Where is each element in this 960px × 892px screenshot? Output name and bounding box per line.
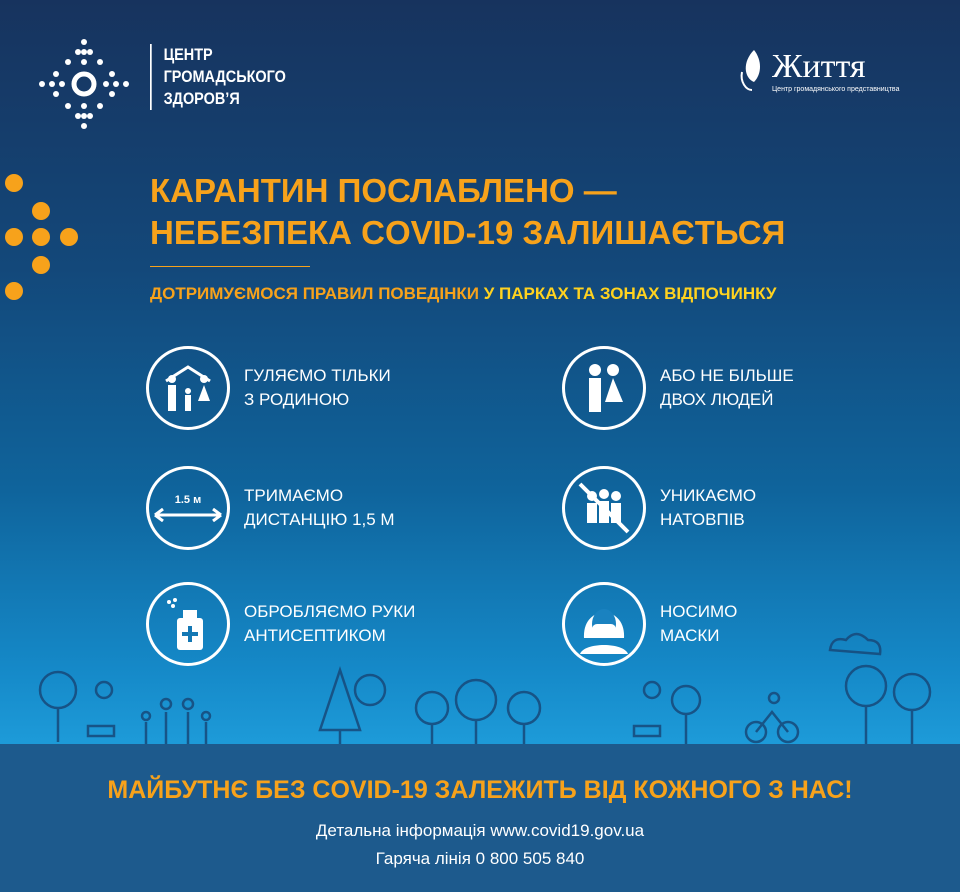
rule-two-people xyxy=(562,346,850,430)
rule-text: НОСИМО МАСКИ xyxy=(660,602,738,645)
park-scene-illustration xyxy=(0,620,960,746)
partner-logo xyxy=(738,48,900,97)
rule-text: ТРИМАЄМО ДИСТАНЦІЮ 1,5 М xyxy=(244,486,395,529)
family-silhouette xyxy=(142,699,210,744)
org-name xyxy=(150,44,286,110)
rule-distance xyxy=(146,466,434,550)
cloud-icon xyxy=(830,634,880,654)
distance-label: 1.5 м xyxy=(174,494,202,506)
org-line: ЦЕНТР xyxy=(163,45,213,64)
two-people-icon xyxy=(562,346,646,430)
hotline: Гаряча лінія 0 800 505 840 xyxy=(375,849,585,868)
family-icon xyxy=(146,346,230,430)
title-line: КАРАНТИН ПОСЛАБЛЕНО — xyxy=(150,172,617,209)
rule-text: ГУЛЯЄМО ТІЛЬКИ З РОДИНОЮ xyxy=(244,366,391,409)
public-health-center-logo-icon xyxy=(38,38,130,130)
rule-text: УНИКАЄМО НАТОВПІВ xyxy=(660,486,757,529)
rule-text: АБО НЕ БІЛЬШЕ ДВОХ ЛЮДЕЙ xyxy=(660,366,794,409)
leaf-icon xyxy=(738,48,768,92)
partner-name: Життя xyxy=(772,48,866,85)
footer-slogan: МАЙБУТНЄ БЕЗ COVID-19 ЗАЛЕЖИТЬ ВІД КОЖНОГО З НАС! xyxy=(107,776,853,804)
subtitle-part1: ДОТРИМУЄМОСЯ ПРАВИЛ ПОВЕДІНКИ xyxy=(150,284,479,303)
distance-icon xyxy=(146,466,230,550)
partner-subtitle: Центр громадянського представництва xyxy=(772,86,900,93)
rule-text: ОБРОБЛЯЄМО РУКИ АНТИСЕПТИКОМ xyxy=(244,602,416,645)
rule-family xyxy=(146,346,434,430)
title-line: НЕБЕЗПЕКА COVID-19 ЗАЛИШАЄТЬСЯ xyxy=(150,214,786,251)
no-crowd-icon xyxy=(562,466,646,550)
subtitle-part2: У ПАРКАХ ТА ЗОНАХ ВІДПОЧИНКУ xyxy=(483,284,777,303)
rule-no-crowd xyxy=(562,466,850,550)
footer xyxy=(0,744,960,892)
org-line: ЗДОРОВ’Я xyxy=(163,89,240,108)
divider xyxy=(150,266,310,267)
info-link[interactable]: Детальна інформація www.covid19.gov.ua xyxy=(315,821,645,840)
subtitle xyxy=(150,284,777,304)
org-line: ГРОМАДСЬКОГО xyxy=(163,67,286,86)
main-title xyxy=(150,170,785,254)
